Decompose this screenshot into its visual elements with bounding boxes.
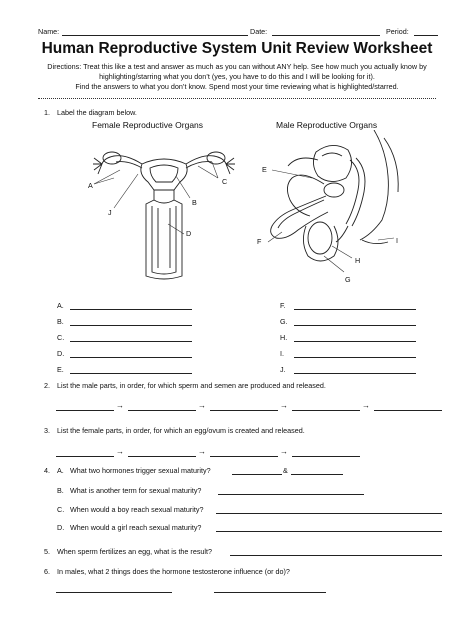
answer-field-i[interactable] xyxy=(294,357,416,358)
date-field[interactable] xyxy=(272,35,380,36)
male-label-g: G xyxy=(345,275,351,284)
q2-number: 2. xyxy=(44,381,50,390)
male-label-f: F xyxy=(257,237,262,246)
q5-number: 5. xyxy=(44,547,50,556)
answer-field-e[interactable] xyxy=(70,373,192,374)
male-label-e: E xyxy=(262,165,267,174)
q3-blank-1[interactable] xyxy=(56,456,114,457)
q3-arrow-3: → xyxy=(280,447,288,456)
q5-text: When sperm fertilizes an egg, what is the result? xyxy=(57,547,213,556)
q3-arrow-2: → xyxy=(198,447,206,456)
answer-label-d: D. xyxy=(57,349,65,358)
q6-text: In males, what 2 things does the hormone testosterone influence (or do)? xyxy=(57,567,290,576)
q6-blank-1[interactable] xyxy=(56,592,172,593)
answer-label-g: G. xyxy=(280,317,288,326)
q3-blank-4[interactable] xyxy=(292,456,360,457)
answer-field-c[interactable] xyxy=(70,341,192,342)
q4a-text: What two hormones trigger sexual maturity? xyxy=(70,466,211,475)
q3-blank-3[interactable] xyxy=(210,456,278,457)
q4c-text: When would a boy reach sexual maturity? xyxy=(70,505,204,514)
q6-number: 6. xyxy=(44,567,50,576)
q3-blank-2[interactable] xyxy=(128,456,196,457)
q4d-letter: D. xyxy=(57,523,65,532)
female-label-d: D xyxy=(186,229,192,238)
section-divider xyxy=(38,98,436,99)
q4a-letter: A. xyxy=(57,466,64,475)
female-label-a: A xyxy=(88,181,93,190)
q6-blank-2[interactable] xyxy=(214,592,326,593)
answer-field-j[interactable] xyxy=(294,373,416,374)
directions-line-2: highlighting/starring what you don’t (yes, you have to do this and I will be looking for it). xyxy=(99,72,375,81)
q4d-text: When would a girl reach sexual maturity? xyxy=(70,523,202,532)
q1-text: Label the diagram below. xyxy=(57,108,137,117)
q2-blank-1[interactable] xyxy=(56,410,114,411)
q4b-text: What is another term for sexual maturity? xyxy=(70,486,202,495)
female-diagram-title: Female Reproductive Organs xyxy=(92,120,204,130)
answer-label-f: F. xyxy=(280,301,286,310)
q4c-blank[interactable] xyxy=(216,513,442,514)
answer-field-h[interactable] xyxy=(294,341,416,342)
answer-label-e: E. xyxy=(57,365,64,374)
female-label-b: B xyxy=(192,198,197,207)
q2-arrow-3: → xyxy=(280,401,288,410)
q4b-letter: B. xyxy=(57,486,64,495)
period-label: Period: xyxy=(386,27,409,36)
directions-line-1: Directions: Treat this like a test and answer as much as you can without ANY help. See how much you actually know by xyxy=(47,62,427,71)
q4-number: 4. xyxy=(44,466,50,475)
q2-blank-5[interactable] xyxy=(374,410,442,411)
answer-label-a: A. xyxy=(57,301,64,310)
page-title: Human Reproductive System Unit Review Worksheet xyxy=(41,40,433,57)
q2-text: List the male parts, in order, for which sperm and semen are produced and released. xyxy=(57,381,326,390)
q4b-blank[interactable] xyxy=(218,494,364,495)
male-label-i: I xyxy=(396,236,398,245)
female-label-j: J xyxy=(108,208,112,217)
answer-label-h: H. xyxy=(280,333,288,342)
q2-arrow-2: → xyxy=(198,401,206,410)
name-field[interactable] xyxy=(62,35,248,36)
q3-number: 3. xyxy=(44,426,50,435)
answer-field-g[interactable] xyxy=(294,325,416,326)
q5-blank[interactable] xyxy=(230,555,442,556)
q4a-ampersand: & xyxy=(283,466,288,475)
q2-blank-2[interactable] xyxy=(128,410,196,411)
answer-field-f[interactable] xyxy=(294,309,416,310)
q3-text: List the female parts, in order, for which an egg/ovum is created and released. xyxy=(57,426,305,435)
date-label: Date: xyxy=(250,27,268,36)
q2-arrow-1: → xyxy=(116,401,124,410)
female-leader-lines xyxy=(80,150,260,250)
male-leader-lines xyxy=(260,160,410,280)
male-diagram-title: Male Reproductive Organs xyxy=(276,120,378,130)
q2-blank-4[interactable] xyxy=(292,410,360,411)
answer-field-b[interactable] xyxy=(70,325,192,326)
male-label-h: H xyxy=(355,256,361,265)
q4d-blank[interactable] xyxy=(216,531,442,532)
answer-label-b: B. xyxy=(57,317,64,326)
name-label: Name: xyxy=(38,27,60,36)
answer-field-a[interactable] xyxy=(70,309,192,310)
answer-field-d[interactable] xyxy=(70,357,192,358)
directions-line-3: Find the answers to what you don’t know. Spend most your time reviewing what is highlighted/starred. xyxy=(75,82,399,91)
q4c-letter: C. xyxy=(57,505,65,514)
q4a-blank-1[interactable] xyxy=(232,474,282,475)
period-field[interactable] xyxy=(414,35,438,36)
q4a-blank-2[interactable] xyxy=(291,474,343,475)
q3-arrow-1: → xyxy=(116,447,124,456)
answer-label-c: C. xyxy=(57,333,65,342)
q2-arrow-4: → xyxy=(362,401,370,410)
answer-label-j: J. xyxy=(280,365,286,374)
female-label-c: C xyxy=(222,177,228,186)
answer-label-i: I. xyxy=(280,349,284,358)
q1-number: 1. xyxy=(44,108,50,117)
q2-blank-3[interactable] xyxy=(210,410,278,411)
